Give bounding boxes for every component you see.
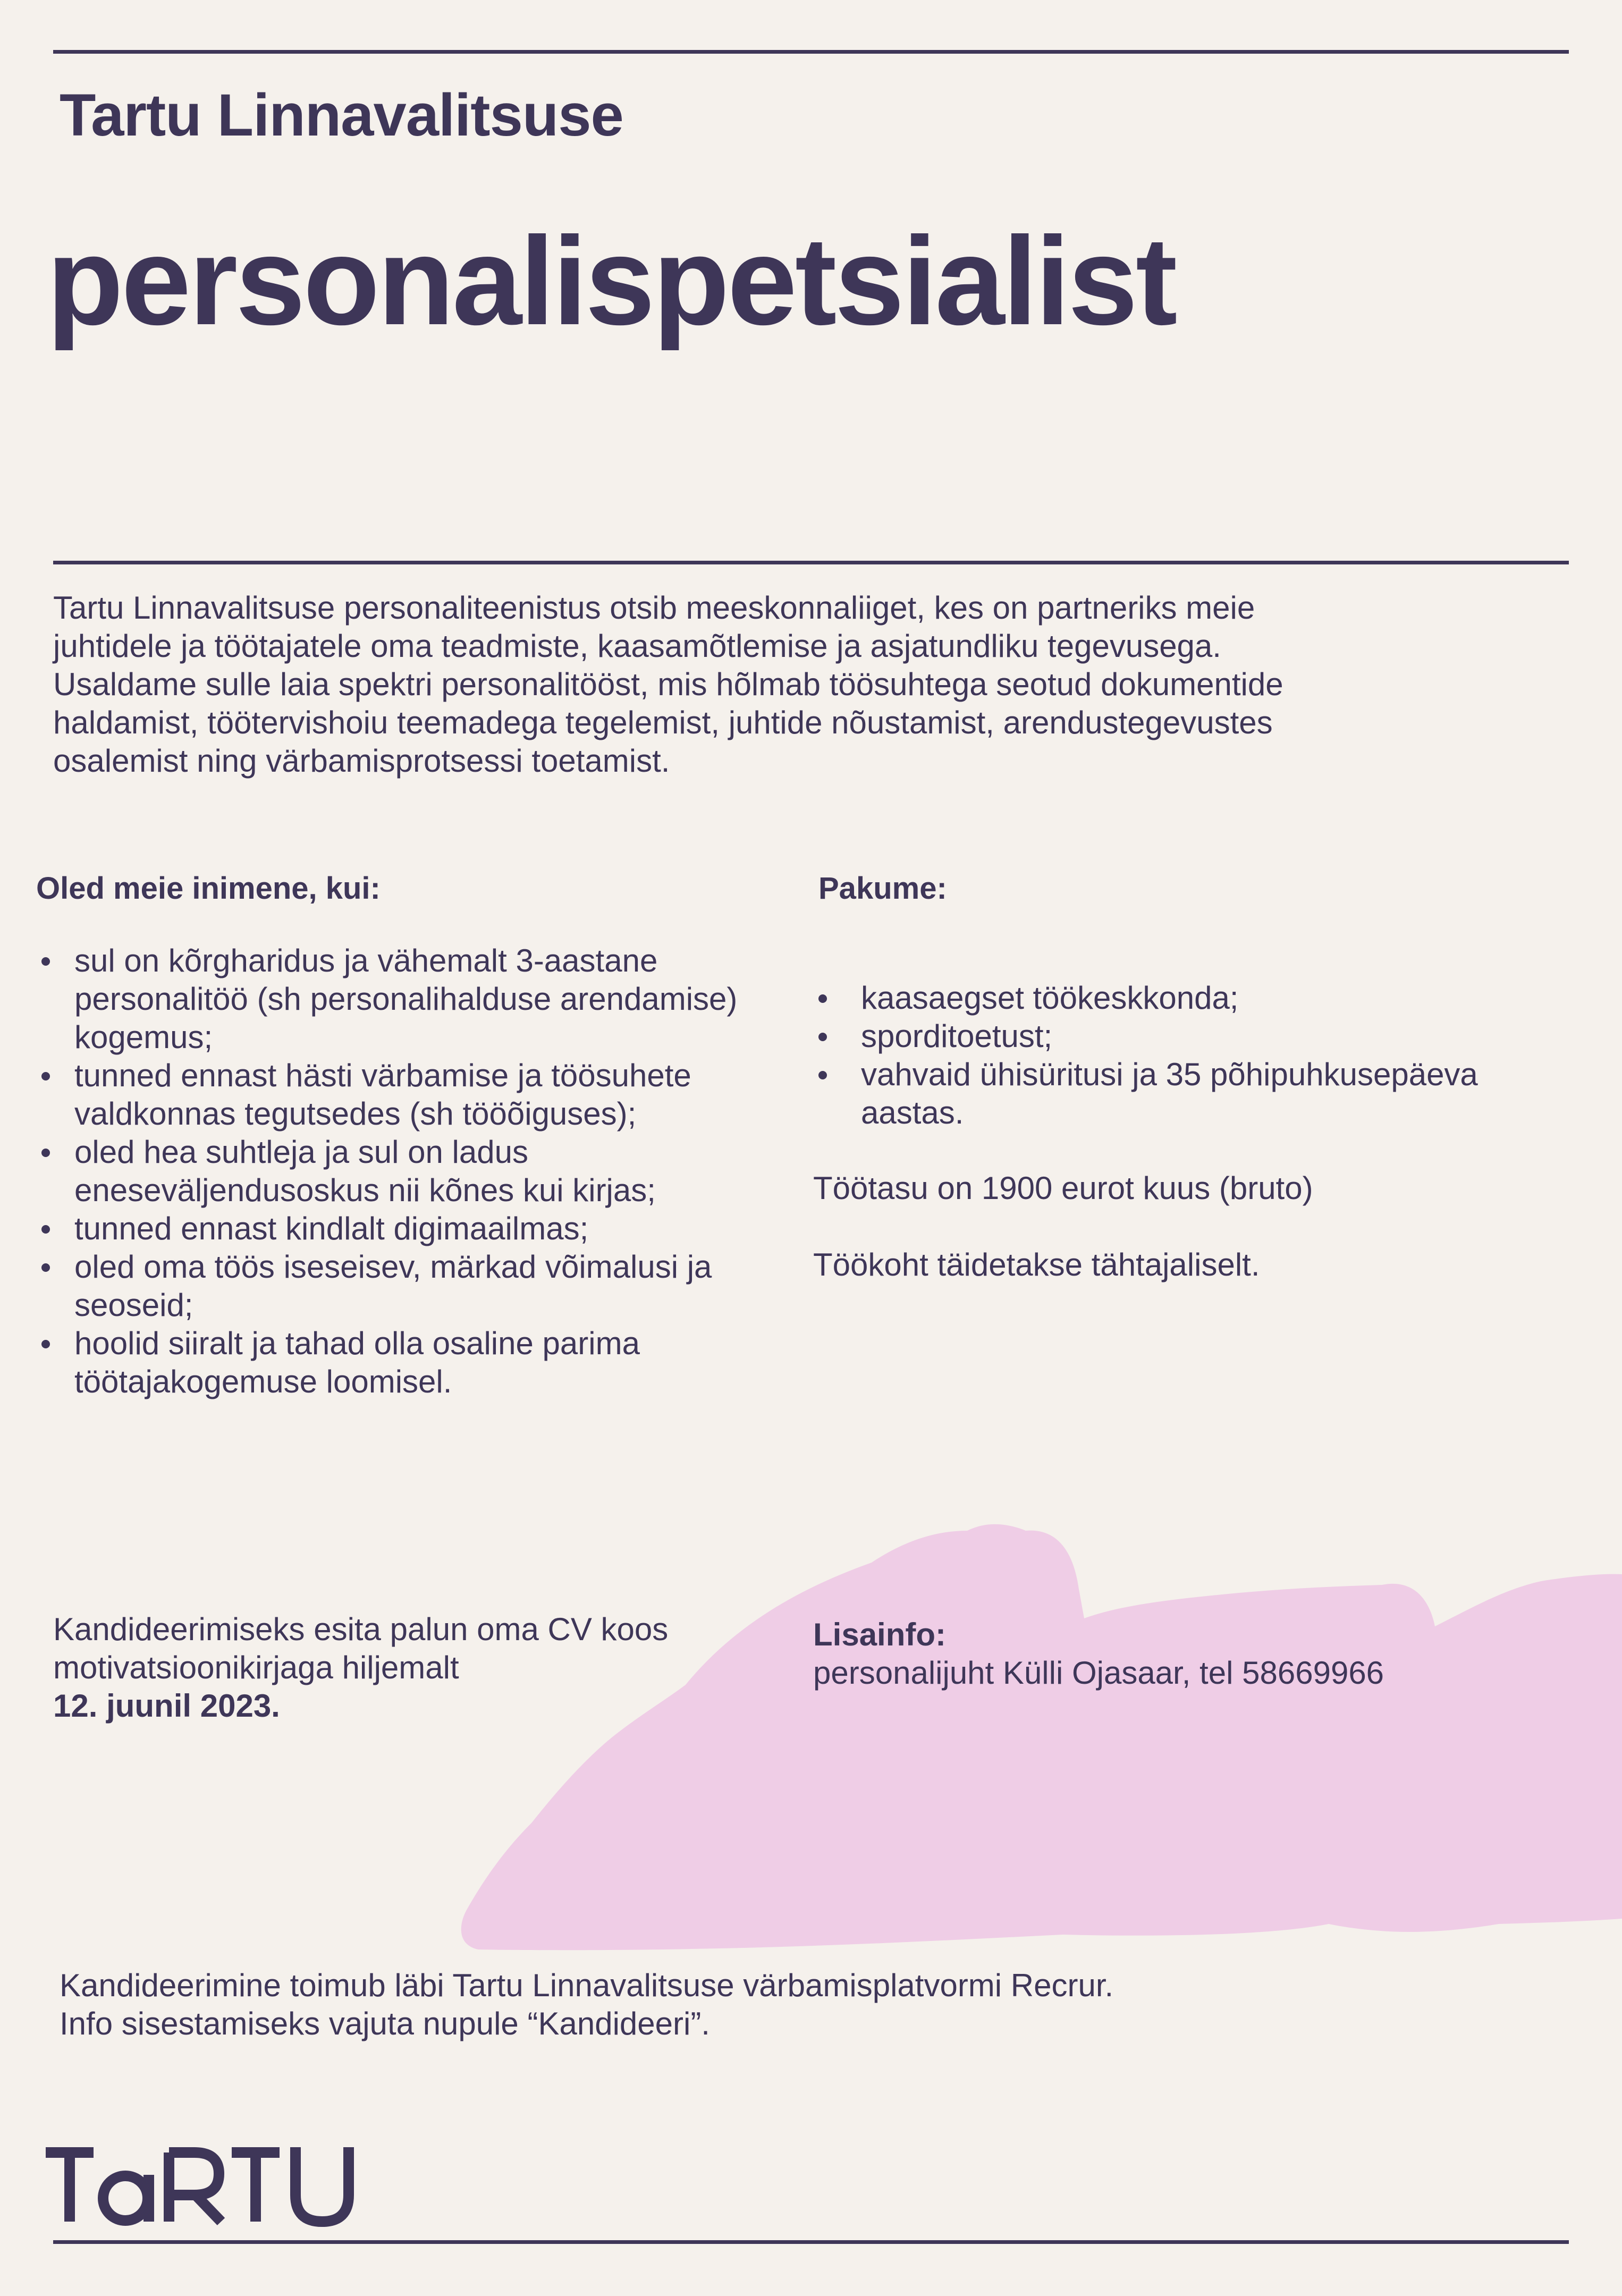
requirements-section	[36, 870, 780, 1401]
list-item: tunned ennast hästi värbamise ja töösuhete valdkonnas tegutsedes (sh tööõiguses);	[36, 1057, 780, 1133]
list-item: oled hea suhtleja ja sul on ladus eneseväljendusoskus nii kõnes kui kirjas;	[36, 1133, 780, 1210]
contact-info	[813, 1616, 1557, 1692]
bottom-divider	[53, 2240, 1569, 2244]
list-item: vahvaid ühisüritusi ja 35 põhipuhkusepäeva aastas.	[813, 1056, 1557, 1132]
offer-section	[813, 870, 1557, 1284]
offer-list	[813, 979, 1557, 1132]
application-text: Kandideerimiseks esita palun oma CV koos motivatsioonikirjaga hiljemalt	[53, 1611, 669, 1685]
footer-instructions	[60, 1966, 1335, 2043]
list-item: sporditoetust;	[813, 1017, 1557, 1056]
intro-paragraph: Tartu Linnavalitsuse personaliteenistus otsib meeskonnaliiget, kes on partneriks meie juhtidele ja töötajatele oma teadmiste, kaasamõtlemise ja asjatundliku tegevusega. Usaldame sulle laia spektri personalitööst, mis hõlmab töösuhtega seotud dokumentide haldamist, töötervishoiu teemadega tegelemist, juhtide nõustamist, arendustegevustes osalemist ning värbamisprotsessi toetamist.	[53, 590, 1283, 779]
requirements-list	[36, 942, 780, 1401]
footer-line-1: Kandideerimine toimub läbi Tartu Linnavalitsuse värbamisplatvormi Recrur.	[60, 1968, 1114, 2003]
organization-name: Tartu Linnavalitsuse	[60, 82, 623, 148]
top-divider	[53, 50, 1569, 54]
application-info	[53, 1610, 733, 1725]
salary-text: Töötasu on 1900 eurot kuus (bruto)	[813, 1170, 1313, 1206]
offer-heading: Pakume:	[818, 871, 947, 906]
list-item: oled oma töös iseseisev, märkad võimalusi ja seoseid;	[36, 1248, 780, 1324]
tartu-logo	[46, 2142, 365, 2232]
list-item: sul on kõrgharidus ja vähemalt 3-aastane personalitöö (sh personalihalduse arendamise) kogemus;	[36, 942, 780, 1057]
employment-term-text: Töökoht täidetakse tähtajaliselt.	[813, 1247, 1260, 1282]
requirements-heading: Oled meie inimene, kui:	[36, 871, 381, 906]
section-divider	[53, 561, 1569, 564]
list-item: kaasaegset töökeskkonda;	[813, 979, 1557, 1017]
list-item: tunned ennast kindlalt digimaailmas;	[36, 1210, 780, 1248]
job-title: personalispetsialist	[47, 211, 1176, 351]
contact-heading: Lisainfo:	[813, 1617, 946, 1652]
contact-details: personalijuht Külli Ojasaar, tel 58669966	[813, 1655, 1384, 1691]
footer-line-2: Info sisestamiseks vajuta nupule “Kandideeri”.	[60, 2006, 710, 2041]
application-deadline: 12. juunil 2023.	[53, 1688, 280, 1724]
list-item: hoolid siiralt ja tahad olla osaline parima töötajakogemuse loomisel.	[36, 1324, 780, 1401]
